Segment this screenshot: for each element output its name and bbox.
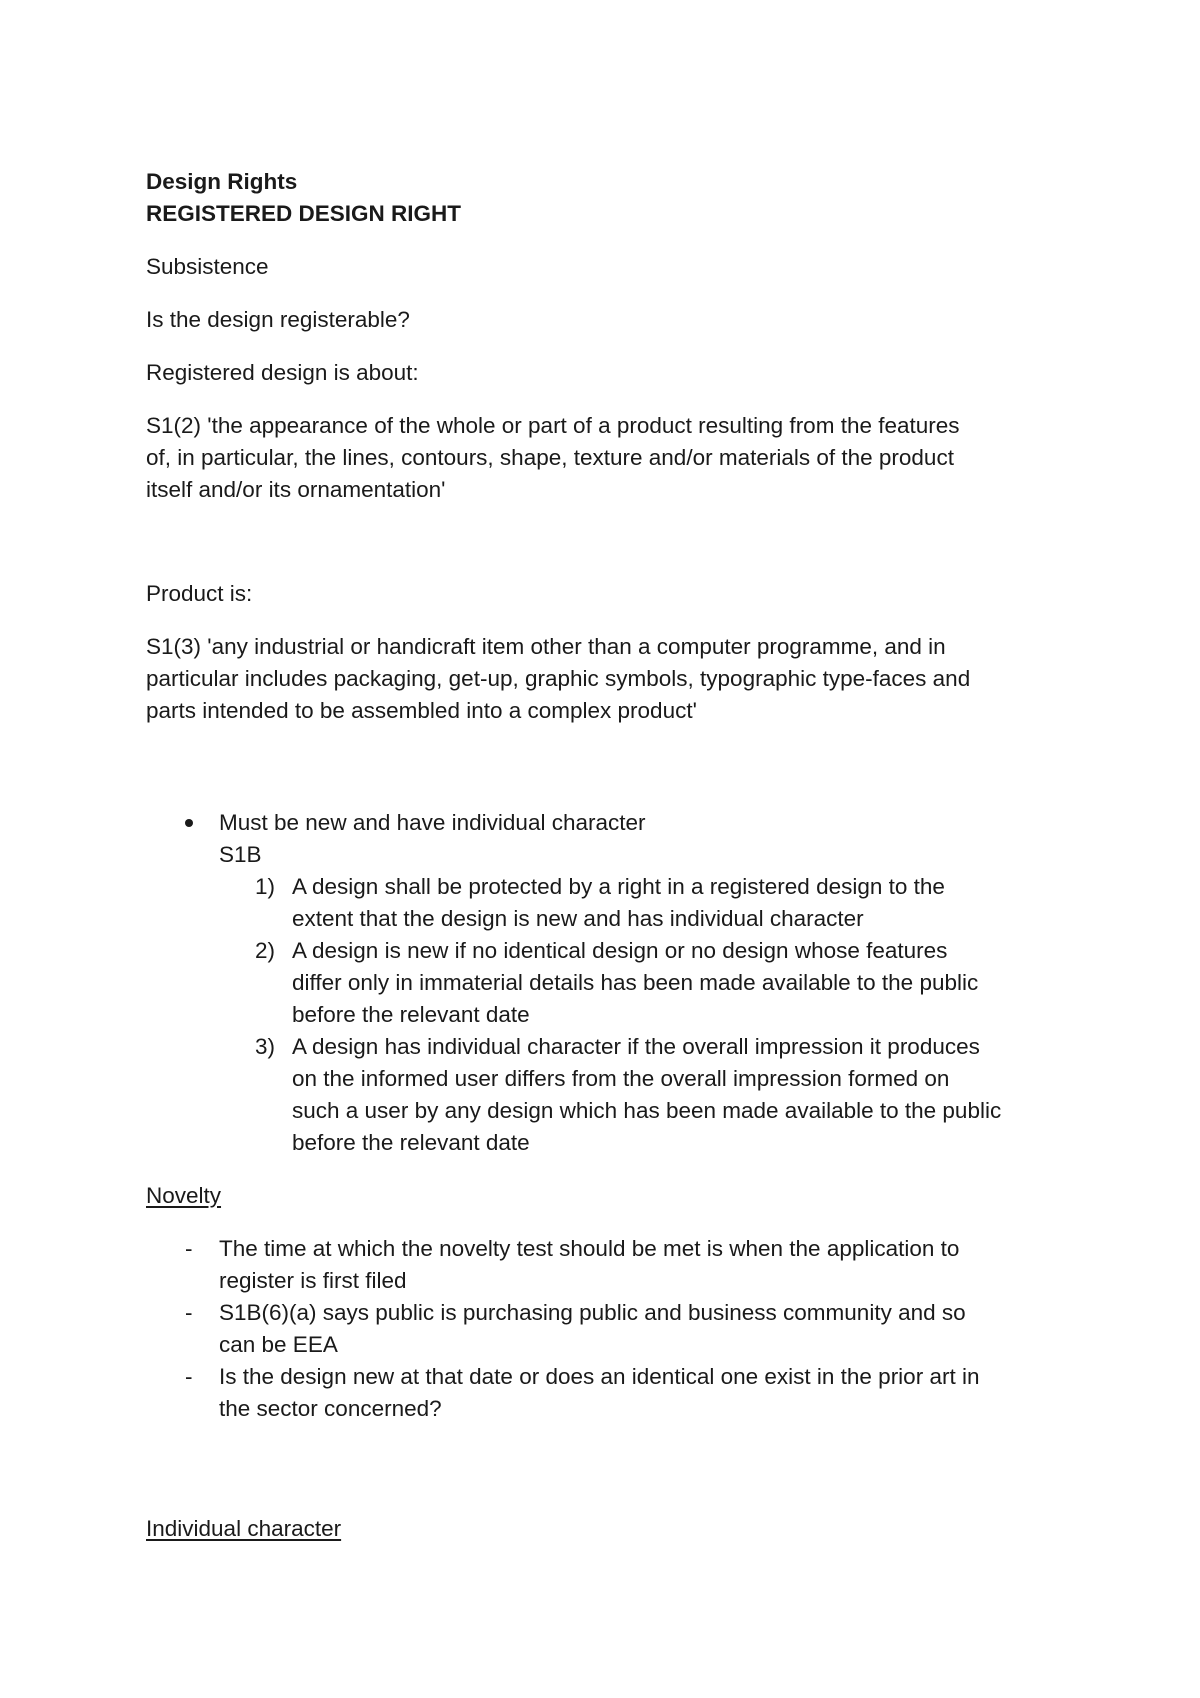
list-marker: 2) xyxy=(255,938,276,963)
s1-3-line: S1(3) 'any industrial or handicraft item other than a computer programme, and in xyxy=(146,634,946,659)
s1-3-line: parts intended to be assembled into a complex product' xyxy=(146,698,697,723)
bullet-text: Must be new and have individual character xyxy=(219,810,646,835)
numbered-item-line: extent that the design is new and has individual character xyxy=(292,906,864,931)
registered-design-intro: Registered design is about: xyxy=(146,360,419,385)
requirements-list xyxy=(146,807,1076,1159)
list-marker: - xyxy=(185,1300,193,1325)
list-marker: 3) xyxy=(255,1034,276,1059)
bullet-icon xyxy=(185,819,193,827)
s1-3-quote xyxy=(146,631,1076,727)
subsistence-heading: Subsistence xyxy=(146,254,269,279)
individual-character-heading: Individual character xyxy=(146,1516,342,1541)
numbered-item-line: before the relevant date xyxy=(292,1130,530,1155)
novelty-list xyxy=(146,1233,1076,1425)
section-reference: S1B xyxy=(219,842,262,867)
list-item xyxy=(146,807,1076,1159)
s1b-numbered-list xyxy=(219,871,1076,1159)
s1-2-line: of, in particular, the lines, contours, shape, texture and/or materials of the product xyxy=(146,445,954,470)
numbered-item-line: on the informed user differs from the overall impression formed on xyxy=(292,1066,950,1091)
numbered-item xyxy=(219,1031,1076,1159)
list-item-line: The time at which the novelty test should be met is when the application to xyxy=(219,1236,960,1261)
list-item-line: S1B(6)(a) says public is purchasing public and business community and so xyxy=(219,1300,966,1325)
s1-2-line: itself and/or its ornamentation' xyxy=(146,477,446,502)
numbered-item-line: before the relevant date xyxy=(292,1002,530,1027)
numbered-item xyxy=(219,871,1076,935)
document-title: Design Rights xyxy=(146,169,298,194)
s1-2-quote xyxy=(146,410,1076,506)
product-intro: Product is: xyxy=(146,581,253,606)
numbered-item-line: such a user by any design which has been made available to the public xyxy=(292,1098,1002,1123)
list-item-line: the sector concerned? xyxy=(219,1396,442,1421)
list-marker: - xyxy=(185,1236,193,1261)
list-marker: - xyxy=(185,1364,193,1389)
list-marker: 1) xyxy=(255,874,276,899)
numbered-item-line: A design has individual character if the overall impression it produces xyxy=(292,1034,980,1059)
registrable-question: Is the design registerable? xyxy=(146,307,410,332)
list-item xyxy=(146,1233,1076,1297)
list-item xyxy=(146,1361,1076,1425)
s1-2-line: S1(2) 'the appearance of the whole or part of a product resulting from the features xyxy=(146,413,960,438)
list-item xyxy=(146,1297,1076,1361)
s1-3-line: particular includes packaging, get-up, graphic symbols, typographic type-faces and xyxy=(146,666,971,691)
document-content xyxy=(146,166,1076,1545)
novelty-heading: Novelty xyxy=(146,1183,222,1208)
document-subtitle: REGISTERED DESIGN RIGHT xyxy=(146,201,462,226)
list-item-line: can be EEA xyxy=(219,1332,338,1357)
list-item-line: Is the design new at that date or does an identical one exist in the prior art in xyxy=(219,1364,980,1389)
list-item-line: register is first filed xyxy=(219,1268,407,1293)
numbered-item-line: A design is new if no identical design or no design whose features xyxy=(292,938,948,963)
numbered-item xyxy=(219,935,1076,1031)
numbered-item-line: differ only in immaterial details has been made available to the public xyxy=(292,970,979,995)
numbered-item-line: A design shall be protected by a right in a registered design to the xyxy=(292,874,945,899)
